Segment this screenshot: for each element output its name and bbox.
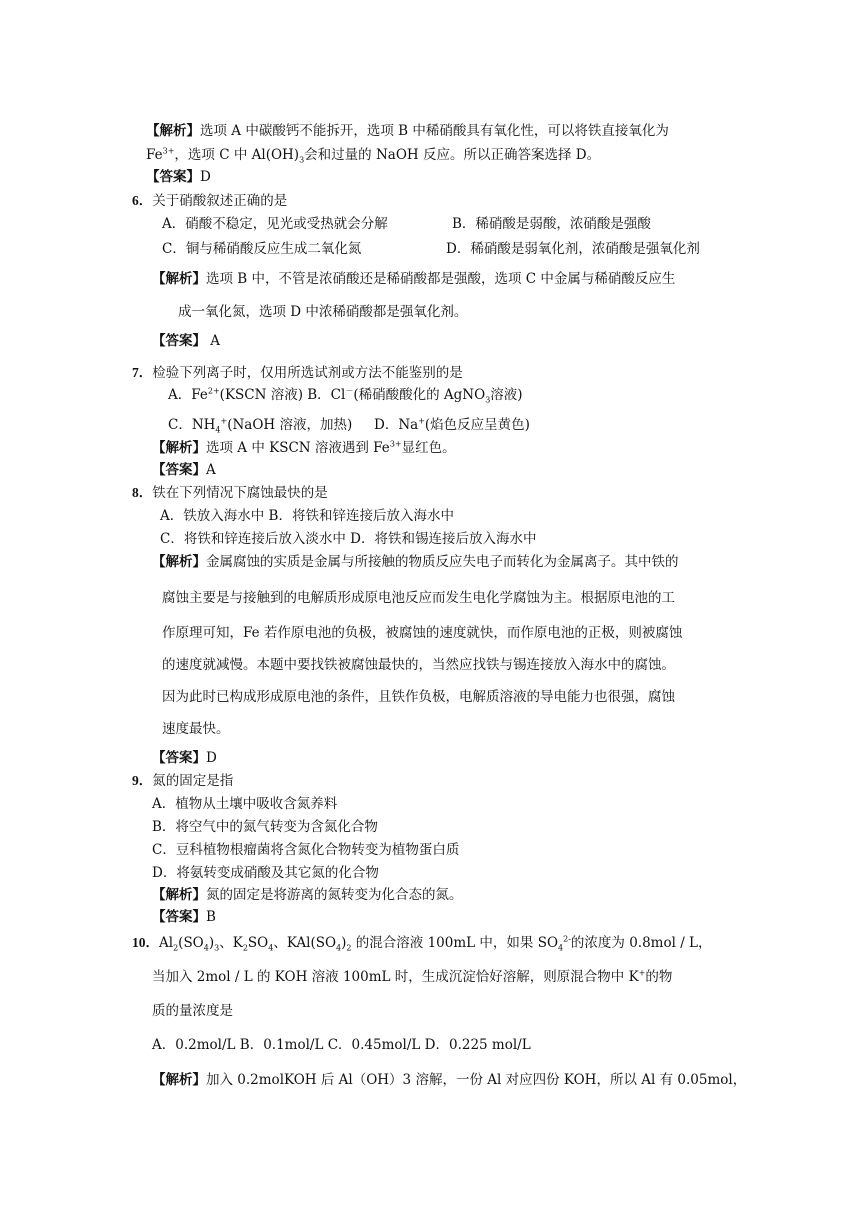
q8-options-cd: C．将铁和锌连接后放入淡水中 D．将铁和锡连接后放入海水中 [160, 531, 537, 547]
q10-stem-line2: 当加入 2mol / L 的 KOH 溶液 100mL 时，生成沉淀恰好溶解，则原混合物中 K+的物 [152, 968, 673, 985]
q8-answer: 【答案】D [152, 750, 217, 766]
q6-option-c: C．铜与稀硝酸反应生成二氧化氮 [162, 241, 362, 257]
q6-analysis-line1: 【解析】选项 B 中，不管是浓硝酸还是稀硝酸都是强酸，选项 C 中金属与稀硝酸反应生 [152, 271, 676, 287]
q8-analysis-line6: 速度最快。 [162, 721, 230, 737]
q5-answer: 【答案】D [146, 169, 211, 185]
q10-options: A．0.2mol/L B．0.1mol/L C．0.45mol/L D．0.225 mol/L [152, 1037, 531, 1053]
q6-stem: 6．关于硝酸叙述正确的是 [132, 193, 288, 209]
q5-analysis-line1: 【解析】选项 A 中碳酸钙不能拆开，选项 B 中稀硝酸具有氧化性，可以将铁直接氧化为 [146, 123, 669, 139]
q6-answer: 【答案】 A [152, 333, 221, 349]
q7-options-ab: A．$Fe^{2+}(KSCN$ 溶液) B．Cl－(稀硝酸酸化的 AgNO$_3$溶液) [168, 386, 523, 405]
q8-analysis-line4: 的速度就减慢。本题中要找铁被腐蚀最快的，当然应找铁与锡连接放入海水中的腐蚀。 [162, 657, 675, 673]
q8-analysis-line2: 腐蚀主要是与接触到的电解质形成原电池反应而发生电化学腐蚀为主。根据原电池的工 [162, 590, 675, 606]
q8-analysis-line3: 作原理可知，Fe 若作原电池的负极，被腐蚀的速度就快，而作原电池的正极，则被腐蚀 [162, 625, 683, 641]
q10-stem-line3: 质的量浓度是 [152, 1003, 233, 1019]
q8-options-ab: A．铁放入海水中 B．将铁和锌连接后放入海水中 [160, 508, 454, 524]
q9-option-c: C．豆科植物根瘤菌将含氮化合物转变为植物蛋白质 [152, 842, 460, 858]
q9-answer: 【答案】B [152, 909, 216, 925]
q10-analysis: 【解析】加入 0.2molKOH 后 Al（OH）3 溶解，一份 Al 对应四份 KOH，所以 Al 有 0.05mol， [152, 1072, 747, 1088]
q9-option-d: D．将氨转变成硝酸及其它氮的化合物 [152, 865, 379, 881]
q8-analysis-line1: 【解析】金属腐蚀的实质是金属与所接触的物质反应失电子而转化为金属离子。其中铁的 [152, 554, 679, 570]
q9-analysis: 【解析】氮的固定是将游离的氮转变为化合态的氮。 [152, 887, 463, 903]
analysis-tag: 【解析】 [146, 123, 200, 139]
q9-option-a: A．植物从土壤中吸收含氮养料 [152, 796, 338, 812]
q7-option-d: D．Na+(焰色反应呈黄色) [374, 416, 530, 433]
q9-option-b: B．将空气中的氮气转变为含氮化合物 [152, 819, 378, 835]
q10-stem-line1: 10．$Al_2(SO_4)_3$、$K_2SO_4$、$KAl(SO_4)_2$ 的混合溶液 100mL 中，如果 $SO_4^{2-}$的浓度为 0.8mol / L， [132, 934, 712, 953]
q6-option-d: D．稀硝酸是弱氧化剂，浓硝酸是强氧化剂 [446, 241, 700, 257]
q7-option-c: C．$NH_4^+(NaOH$ 溶液，加热) [168, 416, 353, 435]
q7-analysis: 【解析】选项 A 中 KSCN 溶液遇到 $Fe^{3+}$显红色。 [152, 439, 456, 456]
q6-option-a: A．硝酸不稳定，见光或受热就会分解 [162, 216, 388, 232]
q7-stem: 7．检验下列离子时，仅用所选试剂或方法不能鉴别的是 [132, 365, 463, 381]
q7-answer: 【答案】A [152, 462, 216, 478]
q5-analysis-line2: $Fe^{3+}$，选项 C 中 $Al(OH)_3$会和过量的 NaOH 反应。所以正确答案选择 D。 [146, 146, 601, 165]
q6-option-b: B．稀硝酸是弱酸，浓硝酸是强酸 [452, 216, 651, 232]
q8-stem: 8．铁在下列情况下腐蚀最快的是 [132, 485, 328, 501]
q6-analysis-line2: 成一氧化氮，选项 D 中浓稀硝酸都是强氧化剂。 [178, 304, 468, 320]
q9-stem: 9．氮的固定是指 [132, 773, 234, 789]
q8-analysis-line5: 因为此时已构成形成原电池的条件，且铁作负极，电解质溶液的导电能力也很强，腐蚀 [162, 689, 675, 705]
